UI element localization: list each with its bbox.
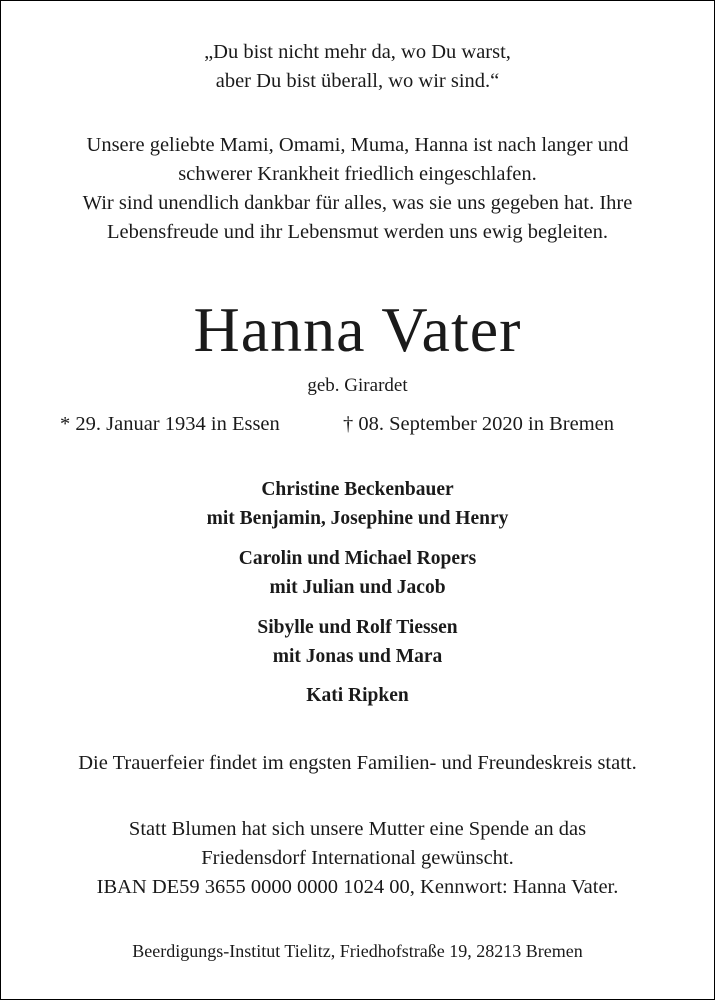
mourner-line: mit Julian und Jacob <box>269 577 446 598</box>
mourner-line: Carolin und Michael Ropers <box>238 548 477 569</box>
mourner-line: Christine Beckenbauer <box>261 479 454 500</box>
intro-line: Lebensfreude und ihr Lebensmut werden uns ewig begleiten. <box>107 221 608 243</box>
ceremony-note: Die Trauerfeier findet im engsten Familien- und Freundeskreis statt. <box>78 752 637 774</box>
mourner-group <box>0 544 715 602</box>
mourner-group <box>0 475 715 533</box>
intro-line: Wir sind unendlich dankbar für alles, was sie uns gegeben hat. Ihre <box>82 192 633 214</box>
quote-line: aber Du bist überall, wo wir sind.“ <box>215 70 500 92</box>
mourner-line: mit Jonas und Mara <box>272 646 443 667</box>
mourner-line: Sibylle und Rolf Tiessen <box>257 617 458 638</box>
undertaker-address: Beerdigungs-Institut Tielitz, Friedhofstraße 19, 28213 Bremen <box>132 941 583 961</box>
intro-line: schwerer Krankheit friedlich eingeschlafen. <box>178 163 537 185</box>
memorial-quote <box>0 38 715 96</box>
death-date: † 08. September 2020 in Bremen <box>343 413 615 435</box>
intro-text <box>0 131 715 247</box>
mourner-line: Kati Ripken <box>306 685 409 706</box>
deceased-name: Hanna Vater <box>193 294 522 365</box>
mourner-group <box>0 681 715 710</box>
birth-date: * 29. Januar 1934 in Essen <box>60 413 280 435</box>
mourner-group <box>0 613 715 671</box>
mourner-line: mit Benjamin, Josephine und Henry <box>206 508 509 529</box>
donation-note <box>0 815 715 902</box>
donation-line: Statt Blumen hat sich unsere Mutter eine Spende an das <box>128 818 587 840</box>
quote-line: „Du bist nicht mehr da, wo Du warst, <box>204 41 511 63</box>
donation-iban: IBAN DE59 3655 0000 0000 1024 00, Kennwort: Hanna Vater. <box>96 876 619 898</box>
intro-line: Unsere geliebte Mami, Omami, Muma, Hanna ist nach langer und <box>86 134 629 156</box>
birth-name: geb. Girardet <box>307 375 408 396</box>
donation-line: Friedensdorf International gewünscht. <box>201 847 514 869</box>
